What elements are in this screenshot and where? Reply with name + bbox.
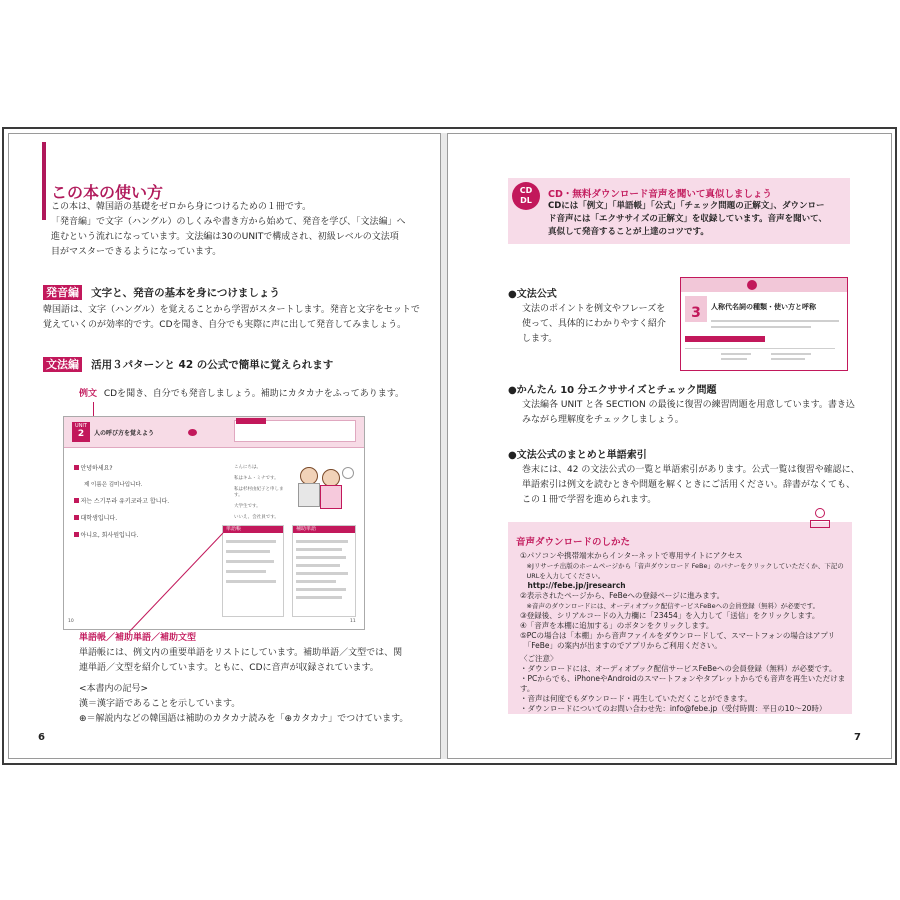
formula-sample-title: 人称代名詞の種類・使い方と呼称 [711, 303, 816, 311]
intro-text: この本は、韓国語の基礎をゼロから身につけるための１冊です。 「発音編」で文字（ハングル）のしくみや書き方から始めて、発音を学び、「文法編」へ 進むという流れになっています。文法編は30のUNITで構成され、初級レベルの文法項 目がマスターできるようになっています。 [51, 202, 406, 257]
hatsuon-body: 韓国語は、文字（ハングル）を覚えることから学習がスタートします。発音と文字をセットで 覚えていくのが効率的です。CDを聞き、自分でも実際に声に出して発音してみましょう。 [43, 305, 420, 330]
matome-body: 巻末には、42 の文法公式の一覧と単語索引があります。公式一覧は復習や確認に、 単語索引は例文を読むときや問題を解くときにご活用ください。辞書がなくても、 この１冊で学習を進められます。 [522, 465, 860, 505]
cd-banner-title: CD・無料ダウンロード音声を聞いて真似しましょう [548, 189, 772, 200]
koushiki-heading: ●文法公式 [508, 289, 557, 300]
sample-vocab-box-2: 補助単語 [292, 525, 356, 617]
matome-heading: ●文法公式のまとめと単語索引 [508, 450, 647, 461]
sample-translation-list: こんにちは。 私はキム・ミナです。 私は杉村由紀子と申します。 大学生です。 いいえ、会社員です。 [234, 465, 284, 520]
hatsuon-heading: 発音編 文字と、発音の基本を身につけましょう [43, 281, 280, 300]
page-title: この本の使い方 [51, 183, 164, 202]
bunpo-tag: 文法編 [43, 357, 82, 372]
download-title: 音声ダウンロードのしかた [516, 537, 631, 548]
stamp-icon [810, 508, 830, 530]
sample-unit-badge: UNIT 2 [72, 422, 90, 442]
tangocho-body: 単語帳には、例文内の重要単語をリストにしています。補助単語／文型では、関 連単語／文型を紹介しています。ともに、CDに音声が収録されています。 [79, 648, 403, 673]
tangocho-label: 単語帳／補助単語／補助文型 [79, 633, 197, 643]
sample-unit-title: 人の呼び方を覚えよう [94, 430, 155, 437]
page-number-right: 7 [854, 732, 861, 743]
page-number-left: 6 [38, 732, 45, 743]
formula-sample-illustration: 3 人称代名詞の種類・使い方と呼称 [680, 277, 848, 371]
hatsuon-tag: 発音編 [43, 285, 82, 300]
cd-dl-icon: CD DL [512, 182, 540, 210]
reibun-label: 例文 [79, 389, 98, 399]
exercise-body: 文法編各 UNIT と各 SECTION の最後に復習の練習問題を用意しています。書き込 みながら理解度をチェックしましょう。 [522, 400, 855, 425]
book-spread [2, 127, 897, 765]
notation-block: <本書内の記号> 漢＝漢字語であることを示しています。 ⊕＝解説内などの韓国語は補助のカタカナ読みを「⊕カタカナ」でつけています。 [79, 684, 409, 724]
right-page [447, 133, 892, 759]
exercise-heading: ●かんたん 10 分エクササイズとチェック問題 [508, 385, 717, 396]
left-page [8, 133, 441, 759]
bunpo-heading: 文法編 活用３パターンと 42 の公式で簡単に覚えられます [43, 353, 333, 372]
sample-sentence-list: 안녕하세요? 제 이름은 김미나입니다. 저는 스기무라 유키코라고 합니다. 대학생입니다. 아니요, 회사원입니다. [74, 465, 224, 540]
sample-vocab-box-1: 単語帳 [222, 525, 284, 617]
cd-banner-body: CDには「例文」「単語帳」「公式」「チェック問題の正解文」、ダウンロー ド音声には「エクササイズの正解文」を収録しています。音声を聞いて、 真似して発音することが上達のコツです。 [548, 201, 827, 237]
koushiki-body: 文法のポイントを例文やフレーズを 使って、具体的にわかりやすく紹介 します。 [522, 304, 666, 344]
reibun-callout: 例文 CDを聞き、自分でも発音しましょう。補助にカタカナをふってあります。 [79, 389, 405, 399]
download-steps: ①パソコンや携帯端末からインターネットで専用サイトにアクセス ※Jリサーチ出版のホームページから「音声ダウンロード FeBe」のバナーをクリックしていただくか、下記の URLを入力してください。 http://febe.jp/jresearch ②表示されたページから、FeBeへの登録ページに進みます。 ※音声のダウンロードには、オーディオブック配信サービスFeBeへの会員登録（無料）が必要です。 ③登録後、シリアルコードの入力欄に「23454」を入力して「送信」をクリックします。 ④「音声を本棚に追加する」のボタンをクリックします。 ⑤PCの場合は「本棚」から音声ファイルをダウンロードして、スマートフォンの場合はアプリ 「FeBe」の案内が出ますのでアプリからご利用ください。 〈ご注意〉 ・ダウンロードには、オーディオブック配信サービスFeBeへの会員登録（無料）が必要です。 ・PCからでも、iPhoneやAndroidのスマートフォンやタブレットからでも音声を再生いただけます。 ・音声は何度でもダウンロード・再生していただくことができます。 ・ダウンロードについてのお問い合わせ先：info@febe.jp（受付時間：平日の10～20時） [520, 551, 846, 713]
sample-page-num-left: 10 [68, 619, 74, 624]
sample-page-num-right: 11 [350, 619, 356, 624]
